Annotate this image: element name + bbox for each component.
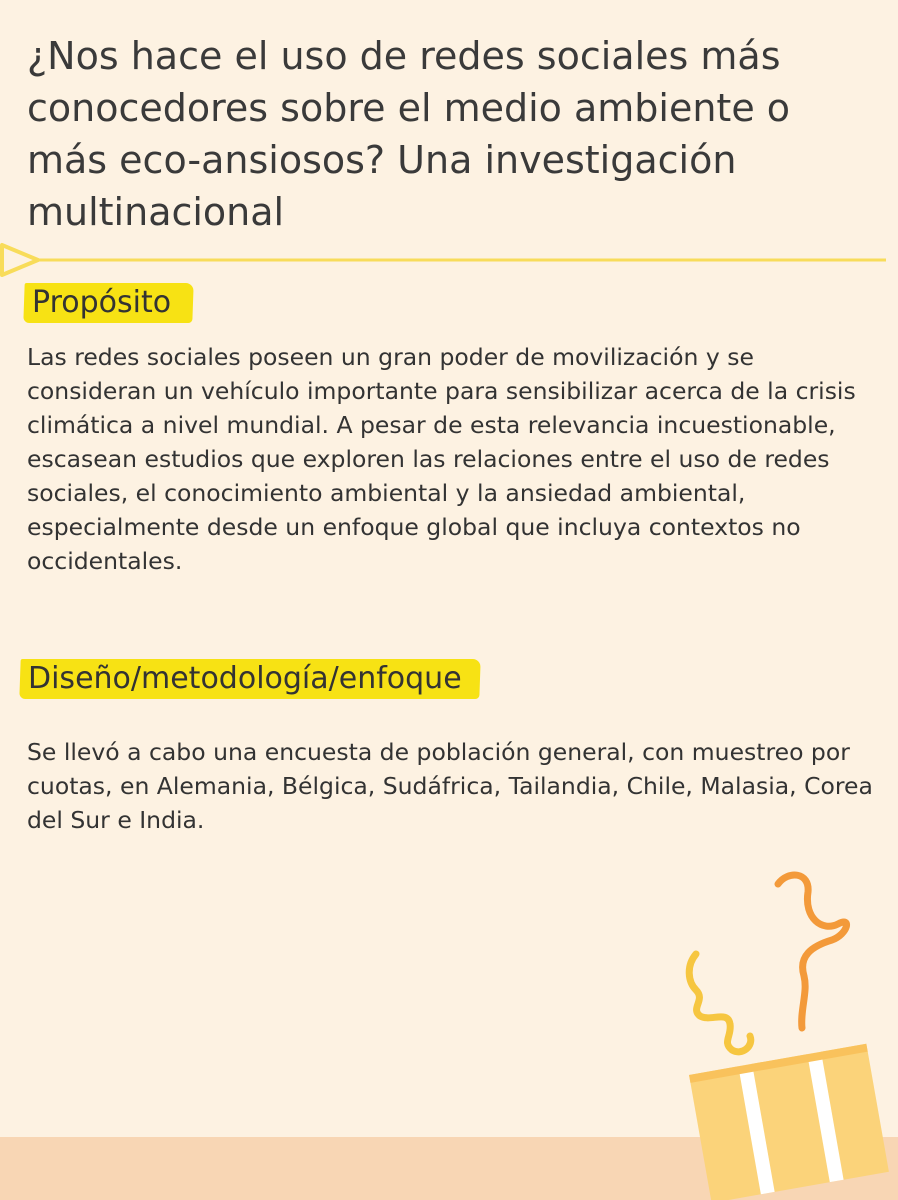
page-title: ¿Nos hace el uso de redes sociales más conocedores sobre el medio ambiente o más eco-ansiosos? Una investigación multinacional [27, 34, 791, 234]
section-heading-diseno [19, 659, 480, 699]
gift-box [689, 1044, 889, 1200]
gift-box-illustration [670, 860, 898, 1200]
section-heading-proposito [23, 283, 193, 323]
proposito-paragraph: Las redes sociales poseen un gran poder de movilización y se consideran un vehículo importante para sensibilizar acerca de la crisis climática a nivel mundial. A pesar de esta relevancia incuestionable, escasean estudios que exploren las relaciones entre el uso de redes sociales, el conocimiento ambiental y la ansiedad ambiental, especialmente desde un enfoque global que incluya contextos no occidentales. [27, 343, 856, 575]
section-heading-label: Diseño/metodología/enfoque [28, 661, 462, 696]
ribbon-yellow-icon [689, 954, 751, 1052]
section-heading-label: Propósito [32, 285, 172, 320]
diseno-paragraph: Se llevó a cabo una encuesta de población general, con muestreo por cuotas, en Alemania, Bélgica, Sudáfrica, Tailandia, Chile, Malasia, Corea del Sur e India. [27, 738, 873, 834]
divider-arrow-icon [2, 245, 38, 275]
ribbon-orange-icon [778, 875, 847, 1028]
section-divider [0, 240, 898, 280]
